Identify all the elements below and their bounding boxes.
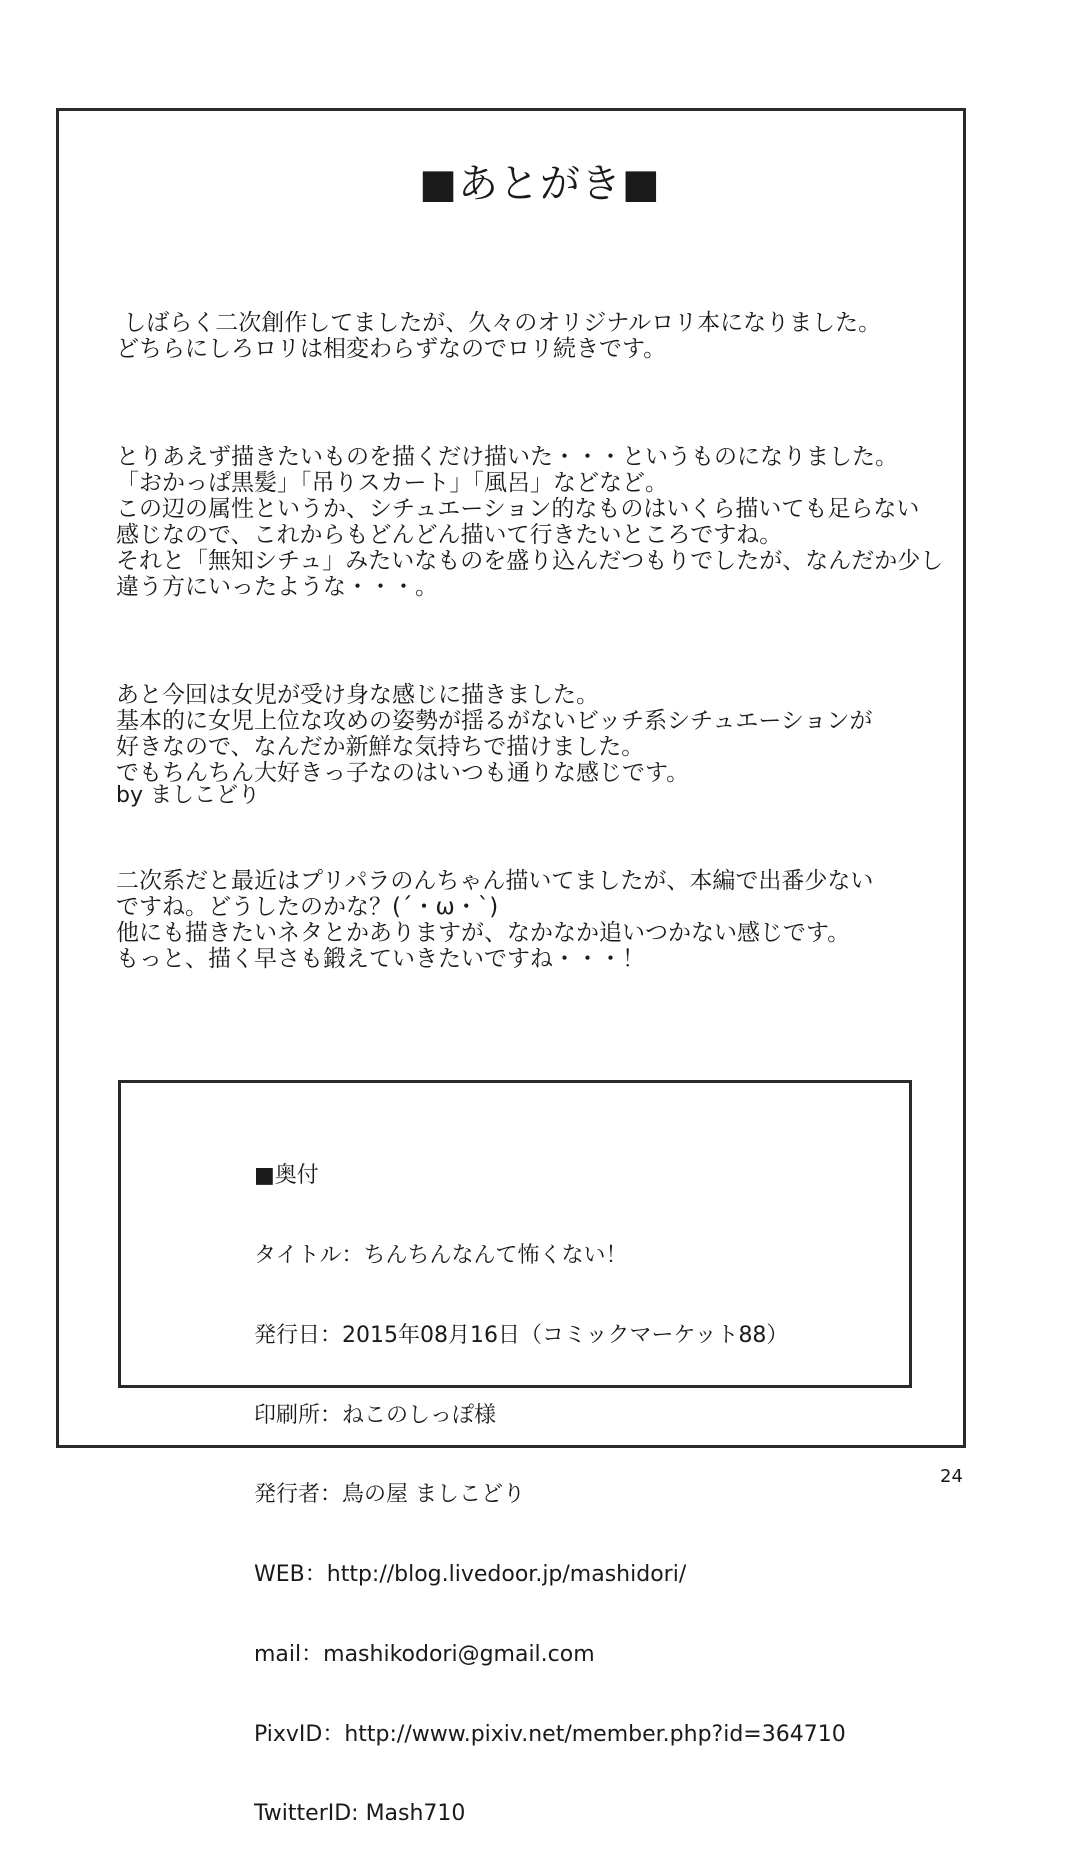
afterword-paragraph-4: 二次系だと最近はプリパラのんちゃん描いてましたが、本編で出番少ない ですね。どうしたのかな？(´・ω・`) 他にも描きたいネタとかありますが、なかなか追いつかない感じです。 もっと、描く早さも鍛えていきたいですね・・・！: [116, 868, 874, 972]
colophon-mail-line: mail：mashikodori@gmail.com: [254, 1641, 595, 1667]
afterword-body: [116, 258, 944, 1028]
colophon-title-line: タイトル：ちんちんなんて怖くない！: [254, 1242, 628, 1268]
colophon-heading: ■奥付: [254, 1163, 319, 1189]
afterword-paragraph-3: あと今回は女児が受け身な感じに描きました。 基本的に女児上位な攻めの姿勢が揺るがないビッチ系シチュエーションが 好きなので、なんだか新鮮な気持ちで描けました。 でもちんちん大好きっ子なのはいつも通りな感じです。: [116, 682, 873, 786]
colophon-date-line: 発行日：2015年08月16日（コミックマーケット88）: [254, 1322, 789, 1348]
colophon-pixiv-line: PixvID：http://www.pixiv.net/member.php?id=364710: [254, 1721, 846, 1747]
page-number: 24: [940, 1466, 963, 1487]
afterword-title: ■あとがき■: [419, 161, 661, 207]
afterword-paragraph-1: しばらく二次創作してましたが、久々のオリジナルロリ本になりました。 どちらにしろロリは相変わらずなのでロリ続きです。: [116, 310, 882, 362]
author-signature: by ましこどり: [116, 783, 260, 808]
colophon-twitter-line: TwitterID: Mash710: [254, 1801, 466, 1827]
colophon: [254, 1110, 894, 1855]
colophon-publisher-line: 発行者：鳥の屋 ましこどり: [254, 1482, 525, 1508]
afterword-paragraph-2: とりあえず描きたいものを描くだけ描いた・・・というものになりました。 「おかっぱ黒髪」「吊りスカート」「風呂」などなど。 この辺の属性というか、シチュエーション的なものはいくら描いても足らない 感じなので、これからもどんどん描いて行きたいところですね。 それと「無知シチュ」みたいなものを盛り込んだつもりでしたが、なんだか少し 違う方にいったような・・・。: [116, 444, 944, 600]
colophon-printer-line: 印刷所：ねこのしっぽ様: [254, 1402, 497, 1428]
colophon-web-line: WEB：http://blog.livedoor.jp/mashidori/: [254, 1562, 687, 1588]
